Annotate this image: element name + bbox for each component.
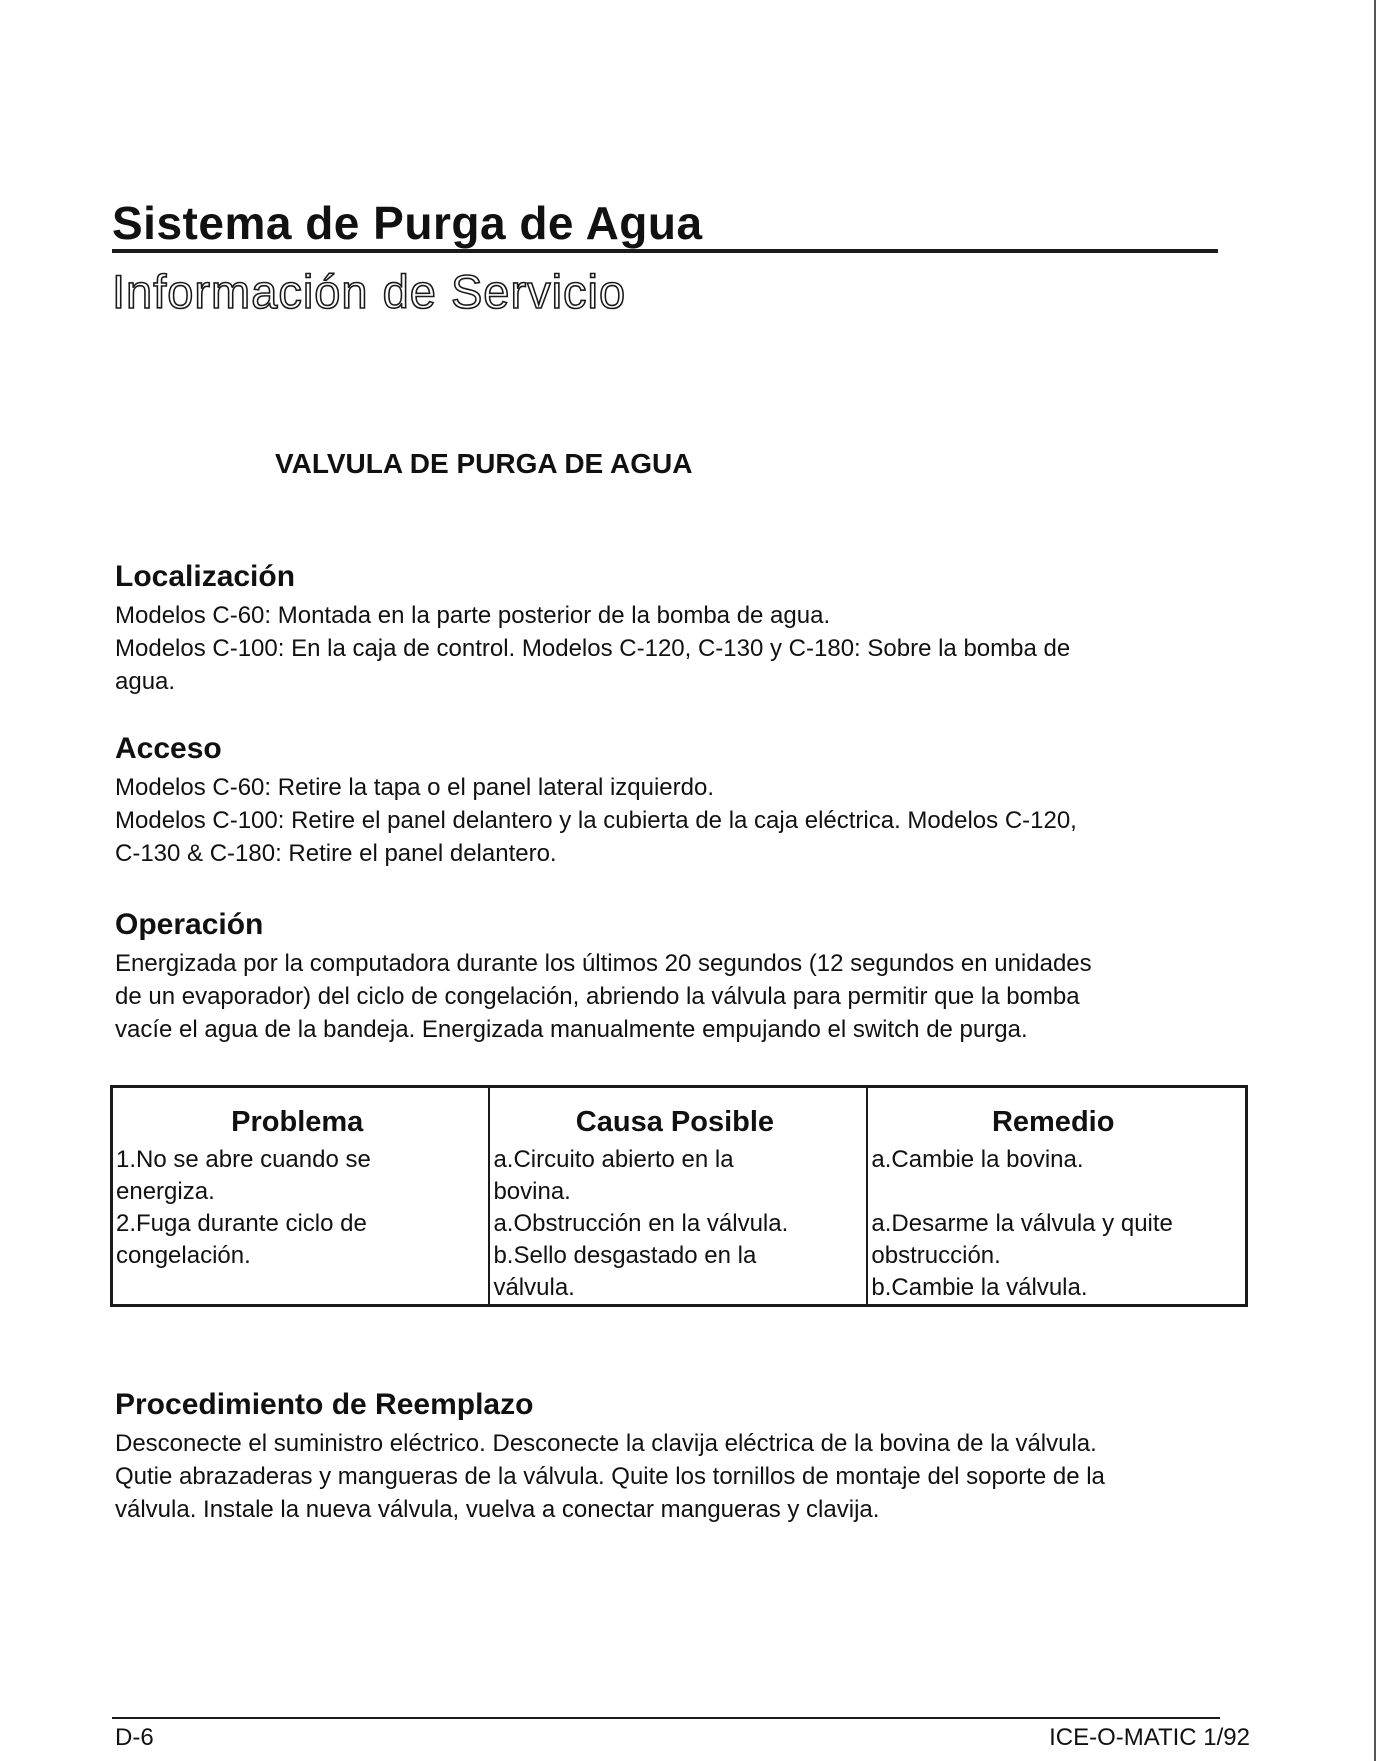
paragraph-line: Qutie abrazaderas y mangueras de la válvula. Quite los tornillos de montaje del soporte de la: [115, 1463, 1105, 1490]
table-row: [112, 1144, 1247, 1306]
document-subtitle: Información de Servicio: [112, 265, 627, 318]
remedio-cell: [867, 1144, 1246, 1306]
cell-line: a.Obstrucción en la válvula.: [493, 1210, 789, 1237]
footer-rule: [112, 1717, 1220, 1719]
section-acceso: [115, 732, 1225, 870]
cell-line: a.Desarme la válvula y quite: [871, 1210, 1173, 1237]
document-title: Sistema de Purga de Agua: [112, 197, 703, 249]
paragraph-line: de un evaporador) del ciclo de congelación, abriendo la válvula para permitir que la bomba: [115, 983, 1080, 1010]
cell-line: obstrucción.: [871, 1242, 1001, 1269]
paragraph-line: válvula. Instale la nueva válvula, vuelva a conectar mangueras y clavija.: [115, 1496, 880, 1523]
cell-line: a.Circuito abierto en la: [493, 1146, 734, 1173]
causa-cell: [489, 1144, 867, 1306]
page-number: D-6: [115, 1724, 154, 1751]
header-causa-posible: Causa Posible: [489, 1087, 867, 1145]
section-heading: Operación: [115, 908, 264, 941]
paragraph-line: vacíe el agua de la bandeja. Energizada manualmente empujando el switch de purga.: [115, 1016, 1028, 1043]
section-operacion: [115, 908, 1225, 1046]
cell-line: [871, 1176, 1235, 1208]
table-header-row: [112, 1087, 1247, 1145]
cell-line: b.Sello desgastado en la: [493, 1242, 757, 1269]
cell-line: 2.Fuga durante ciclo de: [116, 1210, 367, 1237]
cell-line: congelación.: [116, 1242, 251, 1269]
problema-cell: [112, 1144, 490, 1306]
page-edge: [1374, 0, 1376, 1761]
paragraph-line: Energizada por la computadora durante los últimos 20 segundos (12 segundos en unidades: [115, 950, 1092, 977]
publisher-label: ICE-O-MATIC 1/92: [1049, 1724, 1250, 1751]
section-heading: Localización: [115, 560, 296, 593]
section-heading: Procedimiento de Reemplazo: [115, 1388, 534, 1421]
header-remedio: Remedio: [867, 1087, 1246, 1145]
paragraph-line: C-130 & C-180: Retire el panel delantero.: [115, 840, 557, 867]
paragraph-line: Modelos C-60: Montada en la parte posterior de la bomba de agua.: [115, 602, 831, 629]
header-problema: Problema: [112, 1087, 490, 1145]
troubleshooting-table: [110, 1085, 1248, 1307]
cell-line: válvula.: [493, 1274, 575, 1301]
valve-heading: VALVULA DE PURGA DE AGUA: [275, 448, 693, 479]
section-procedimiento: [115, 1388, 1225, 1526]
cell-line: b.Cambie la válvula.: [871, 1274, 1088, 1301]
title-rule: [112, 249, 1218, 253]
paragraph-line: agua.: [115, 668, 176, 695]
cell-line: 1.No se abre cuando se: [116, 1146, 371, 1173]
cell-line: energiza.: [116, 1178, 215, 1205]
paragraph-line: Modelos C-100: En la caja de control. Modelos C-120, C-130 y C-180: Sobre la bomba de: [115, 635, 1071, 662]
paragraph-line: Desconecte el suministro eléctrico. Desconecte la clavija eléctrica de la bovina de la válvula.: [115, 1430, 1097, 1457]
cell-line: bovina.: [493, 1178, 571, 1205]
paragraph-line: Modelos C-60: Retire la tapa o el panel lateral izquierdo.: [115, 774, 715, 801]
cell-line: a.Cambie la bovina.: [871, 1146, 1084, 1173]
paragraph-line: Modelos C-100: Retire el panel delantero y la cubierta de la caja eléctrica. Modelos C-120,: [115, 807, 1077, 834]
section-heading: Acceso: [115, 732, 222, 765]
section-localizacion: [115, 560, 1225, 698]
